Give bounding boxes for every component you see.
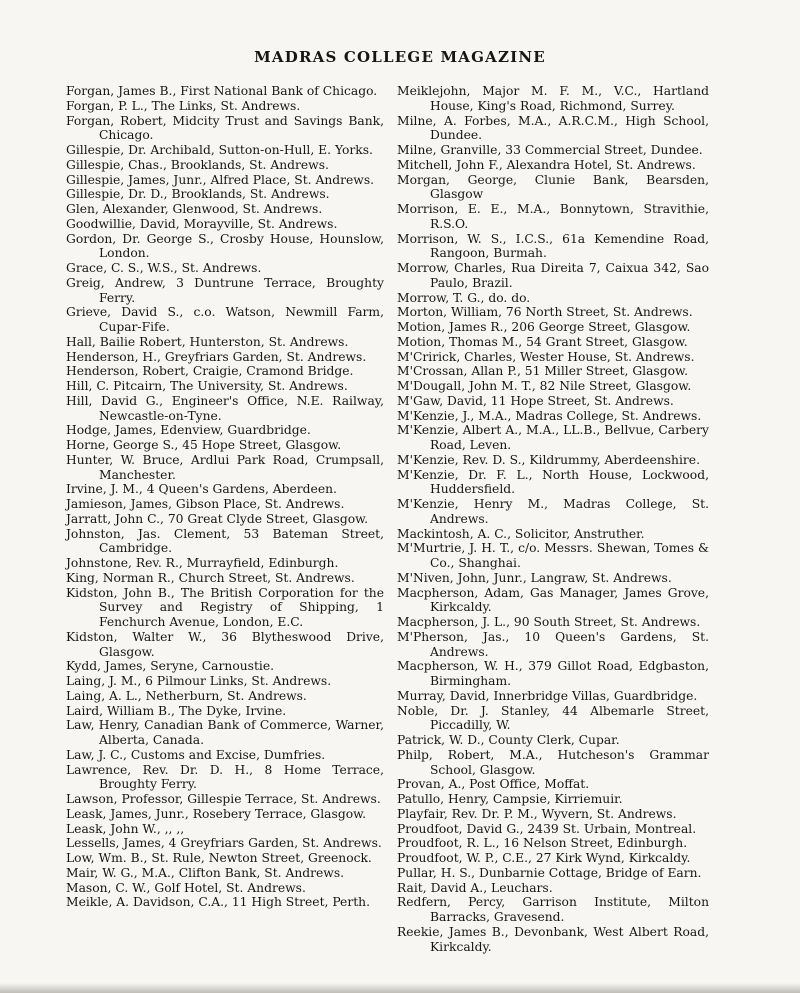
list-item: Rait, David A., Leuchars. <box>397 880 553 895</box>
list-item: Mackintosh, A. C., Solicitor, Anstruther. <box>397 526 645 541</box>
list-item: Provan, A., Post Office, Moffat. <box>397 777 590 792</box>
list-item: Motion, Thomas M., 54 Grant Street, Glasgow. <box>397 334 688 349</box>
list-item: M'Gaw, David, 11 Hope Street, St. Andrews. <box>397 393 674 408</box>
list-item: Low, Wm. B., St. Rule, Newton Street, Greenock. <box>66 851 372 865</box>
list-item: Johnston, Jas. Clement, 53 Bateman Street, Cambridge. <box>66 526 384 556</box>
list-item: Hill, C. Pitcairn, The University, St. Andrews. <box>66 379 348 393</box>
list-item: Laird, William B., The Dyke, Irvine. <box>66 703 287 718</box>
list-item: Grieve, David S., c.o. Watson, Newmill Farm, Cupar-Fife. <box>66 305 384 334</box>
list-item: Morrow, T. G., do. do. <box>397 290 531 305</box>
list-item: Leask, John W., ,, ,, <box>66 821 185 836</box>
list-item: Pullar, H. S., Dunbarnie Cottage, Bridge of Earn. <box>397 865 702 880</box>
left-column <box>66 84 384 910</box>
list-item: Greig, Andrew, 3 Duntrune Terrace, Broughty Ferry. <box>66 275 384 305</box>
list-item: Forgan, James B., First National Bank of Chicago. <box>66 84 378 98</box>
page-title: MADRAS COLLEGE MAGAZINE <box>254 48 546 66</box>
list-item: Redfern, Percy, Garrison Institute, Milton Barracks, Gravesend. <box>397 895 709 924</box>
list-item: Henderson, H., Greyfriars Garden, St. Andrews. <box>66 349 367 364</box>
right-column <box>397 84 709 954</box>
list-item: Laing, J. M., 6 Pilmour Links, St. Andrews. <box>66 674 332 688</box>
list-item: Morrison, E. E., M.A., Bonnytown, Stravithie, R.S.O. <box>397 202 709 231</box>
list-item: Meikle, A. Davidson, C.A., 11 High Street, Perth. <box>66 895 370 910</box>
list-item: Hunter, W. Bruce, Ardlui Park Road, Crumpsall, Manchester. <box>66 452 384 482</box>
list-item: Forgan, Robert, Midcity Trust and Savings Bank, Chicago. <box>66 113 384 143</box>
list-item: M'Kenzie, Albert A., M.A., LL.B., Bellvue, Carbery Road, Leven. <box>397 423 709 452</box>
list-item: Kidston, Walter W., 36 Blytheswood Drive, Glasgow. <box>66 629 384 659</box>
list-item: Lessells, James, 4 Greyfriars Garden, St. Andrews. <box>66 836 382 851</box>
list-item: Murray, David, Innerbridge Villas, Guardbridge. <box>397 688 698 703</box>
list-item: King, Norman R., Church Street, St. Andrews. <box>66 570 355 585</box>
list-item: M'Kenzie, Dr. F. L., North House, Lockwood, Huddersfield. <box>397 467 709 497</box>
list-item: M'Pherson, Jas., 10 Queen's Gardens, St. Andrews. <box>397 629 709 659</box>
list-item: M'Dougall, John M. T., 82 Nile Street, Glasgow. <box>397 379 692 393</box>
list-item: Goodwillie, David, Morayville, St. Andrews. <box>66 216 338 231</box>
list-item: Morrison, W. S., I.C.S., 61a Kemendine Road, Rangoon, Burmah. <box>397 231 709 261</box>
list-item: Laing, A. L., Netherburn, St. Andrews. <box>66 688 307 703</box>
list-item: Proudfoot, W. P., C.E., 27 Kirk Wynd, Kirkcaldy. <box>397 851 691 865</box>
list-item: Hill, David G., Engineer's Office, N.E. Railway, Newcastle-on-Tyne. <box>66 393 384 423</box>
list-item: Kidston, John B., The British Corporation for the Survey and Registry of Shipping, 1 Fenchurch Avenue, London, E.C. <box>66 585 384 629</box>
list-item: Glen, Alexander, Glenwood, St. Andrews. <box>66 202 323 216</box>
list-item: Hall, Bailie Robert, Hunterston, St. Andrews. <box>66 334 349 349</box>
list-item: M'Kenzie, Henry M., Madras College, St. Andrews. <box>397 497 709 526</box>
list-item: Mitchell, John F., Alexandra Hotel, St. Andrews. <box>397 157 696 172</box>
list-item: Leask, James, Junr., Rosebery Terrace, Glasgow. <box>66 806 367 821</box>
list-item: Philp, Robert, M.A., Hutcheson's Grammar School, Glasgow. <box>397 747 709 777</box>
list-item: Hodge, James, Edenview, Guardbridge. <box>66 423 311 438</box>
list-item: Reekie, James B., Devonbank, West Albert Road, Kirkcaldy. <box>397 924 709 954</box>
list-item: Playfair, Rev. Dr. P. M., Wyvern, St. Andrews. <box>397 806 677 821</box>
list-item: Mason, C. W., Golf Hotel, St. Andrews. <box>66 880 306 895</box>
list-item: Milne, Granville, 33 Commercial Street, Dundee. <box>397 143 703 157</box>
list-item: Gillespie, Chas., Brooklands, St. Andrews. <box>66 157 329 172</box>
list-item: Irvine, J. M., 4 Queen's Gardens, Aberdeen. <box>66 482 337 497</box>
list-item: M'Kenzie, J., M.A., Madras College, St. Andrews. <box>397 408 702 423</box>
list-item: Lawrence, Rev. Dr. D. H., 8 Home Terrace, Broughty Ferry. <box>66 762 384 792</box>
list-item: Mair, W. G., M.A., Clifton Bank, St. Andrews. <box>66 865 345 880</box>
list-item: Johnstone, Rev. R., Murrayfield, Edinburgh. <box>66 556 339 570</box>
list-item: M'Murtrie, J. H. T., c/o. Messrs. Shewan, Tomes & Co., Shanghai. <box>397 541 709 570</box>
list-item: Noble, Dr. J. Stanley, 44 Albemarle Street, Piccadilly, W. <box>397 703 709 733</box>
list-item: Lawson, Professor, Gillespie Terrace, St. Andrews. <box>66 792 381 806</box>
list-item: Jamieson, James, Gibson Place, St. Andrews. <box>66 497 345 511</box>
list-item: Grace, C. S., W.S., St. Andrews. <box>66 261 262 275</box>
list-item: M'Kenzie, Rev. D. S., Kildrummy, Aberdeenshire. <box>397 452 700 467</box>
list-item: Gillespie, Dr. D., Brooklands, St. Andrews. <box>66 187 330 202</box>
list-item: Law, J. C., Customs and Excise, Dumfries. <box>66 747 326 762</box>
list-item: Jarratt, John C., 70 Great Clyde Street, Glasgow. <box>66 511 369 526</box>
list-item: Morgan, George, Clunie Bank, Bearsden, Glasgow <box>397 172 709 202</box>
list-item: Gillespie, Dr. Archibald, Sutton-on-Hull, E. Yorks. <box>66 143 373 157</box>
list-item: Macpherson, W. H., 379 Gillot Road, Edgbaston, Birmingham. <box>397 659 709 688</box>
list-item: Morrow, Charles, Rua Direita 7, Caixua 342, Sao Paulo, Brazil. <box>397 261 709 290</box>
list-item: Forgan, P. L., The Links, St. Andrews. <box>66 98 301 113</box>
list-item: Law, Henry, Canadian Bank of Commerce, Warner, Alberta, Canada. <box>66 718 384 747</box>
list-item: Meiklejohn, Major M. F. M., V.C., Hartland House, King's Road, Richmond, Surrey. <box>397 84 709 113</box>
list-item: Gordon, Dr. George S., Crosby House, Hounslow, London. <box>66 231 384 261</box>
list-item: Horne, George S., 45 Hope Street, Glasgow. <box>66 438 342 452</box>
list-item: Proudfoot, David G., 2439 St. Urbain, Montreal. <box>397 821 697 836</box>
list-item: M'Niven, John, Junr., Langraw, St. Andrews. <box>397 570 672 585</box>
list-item: Kydd, James, Seryne, Carnoustie. <box>66 659 275 674</box>
list-item: M'Cririck, Charles, Wester House, St. Andrews. <box>397 349 695 364</box>
page-bottom-edge <box>0 983 800 993</box>
list-item: M'Crossan, Allan P., 51 Miller Street, Glasgow. <box>397 364 688 379</box>
list-item: Morton, William, 76 North Street, St. Andrews. <box>397 305 693 320</box>
list-item: Macpherson, J. L., 90 South Street, St. Andrews. <box>397 615 701 629</box>
list-item: Macpherson, Adam, Gas Manager, James Grove, Kirkcaldy. <box>397 585 709 615</box>
list-item: Milne, A. Forbes, M.A., A.R.C.M., High School, Dundee. <box>397 113 709 143</box>
list-item: Motion, James R., 206 George Street, Glasgow. <box>397 320 691 334</box>
list-item: Patullo, Henry, Campsie, Kirriemuir. <box>397 792 623 806</box>
list-item: Gillespie, James, Junr., Alfred Place, St. Andrews. <box>66 172 375 187</box>
list-item: Proudfoot, R. L., 16 Nelson Street, Edinburgh. <box>397 836 688 851</box>
list-item: Henderson, Robert, Craigie, Cramond Bridge. <box>66 364 354 379</box>
list-item: Patrick, W. D., County Clerk, Cupar. <box>397 733 620 747</box>
